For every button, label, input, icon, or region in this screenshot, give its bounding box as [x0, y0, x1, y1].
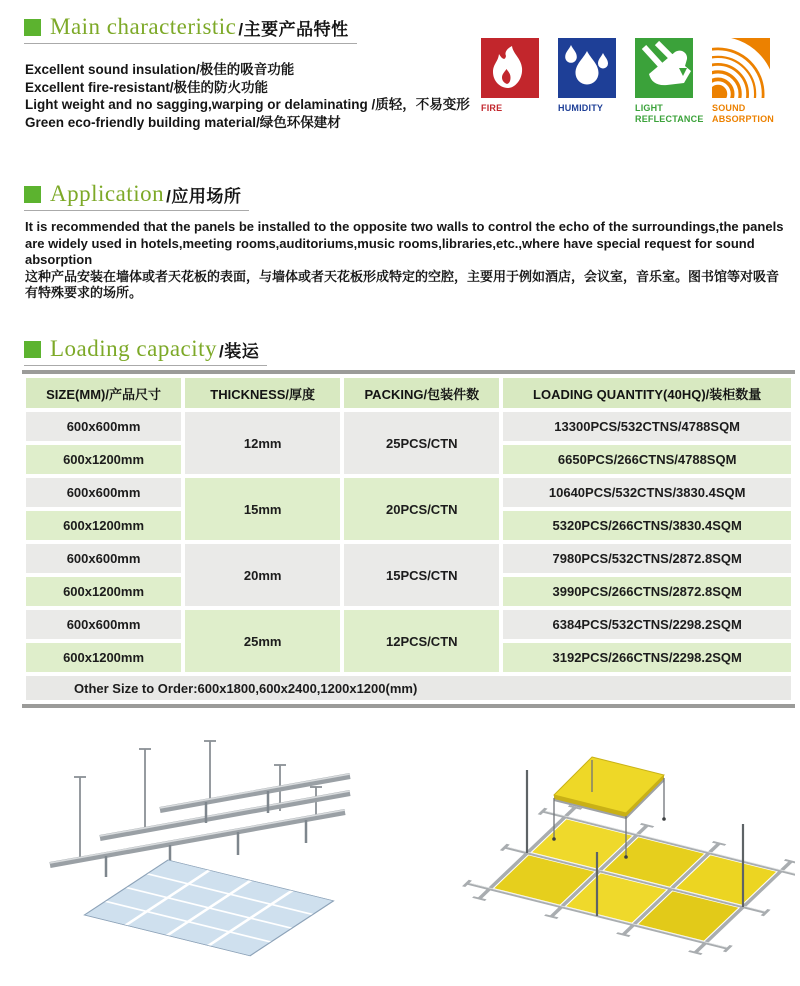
section-title-en: Main characteristic [50, 14, 237, 39]
section-title-en: Loading capacity [50, 336, 218, 361]
badge-label-line: FIRE [481, 103, 503, 113]
packing-cell: 20PCS/CTN [344, 478, 499, 540]
sound-waves-icon [712, 38, 770, 98]
size-cell: 600x600mm [26, 610, 181, 639]
table-footer-row [26, 676, 791, 700]
size-cell: 600x1200mm [26, 511, 181, 540]
loading-quantity-cell: 6650PCS/266CTNS/4788SQM [503, 445, 791, 474]
size-cell: 600x600mm [26, 478, 181, 507]
ceiling-panel-field [84, 860, 333, 956]
badge-light-reflectance [635, 38, 704, 124]
column-header: PACKING/包装件数 [344, 378, 499, 408]
packing-cell: 12PCS/CTN [344, 610, 499, 672]
table-header-row [26, 378, 791, 408]
loading-table-wrap [22, 370, 795, 708]
loading-quantity-cell: 3990PCS/266CTNS/2872.8SQM [503, 577, 791, 606]
size-cell: 600x600mm [26, 544, 181, 573]
suspended-ceiling-diagram [10, 735, 355, 985]
badge-label-line: SOUND [712, 103, 746, 113]
application-text-zh: 这种产品安装在墙体或者天花板的表面，与墙体或者天花板形成特定的空腔，主要用于例如酒店，会议室，音乐室。图书馆等对吸音有特殊要求的场所。 [25, 268, 780, 301]
column-header: THICKNESS/厚度 [185, 378, 340, 408]
feature-list [25, 61, 470, 131]
section-title-zh: /应用场所 [166, 186, 242, 206]
loading-quantity-cell: 7980PCS/532CTNS/2872.8SQM [503, 544, 791, 573]
badge-label [712, 103, 775, 124]
feature-item: Light weight and no sagging,warping or delaminating /质轻，不易变形 [25, 97, 470, 112]
packing-cell: 15PCS/CTN [344, 544, 499, 606]
badge-humidity [558, 38, 616, 124]
badge-label-line: HUMIDITY [558, 103, 604, 113]
badge-label-line: ABSORPTION [712, 113, 775, 124]
table-row [26, 544, 791, 573]
size-cell: 600x600mm [26, 412, 181, 441]
flame-icon [481, 38, 539, 98]
feature-item: Excellent sound insulation/极佳的吸音功能 [25, 62, 295, 77]
loading-quantity-cell: 3192PCS/266CTNS/2298.2SQM [503, 643, 791, 672]
light-reflectance-icon [635, 38, 693, 98]
feature-item: Excellent fire-resistant/极佳的防火功能 [25, 79, 269, 95]
water-drops-icon [558, 38, 616, 98]
section-title-zh: /装运 [219, 341, 260, 361]
carrier-rails [50, 774, 350, 865]
size-cell: 600x1200mm [26, 643, 181, 672]
thickness-cell: 25mm [185, 610, 340, 672]
size-cell: 600x1200mm [26, 445, 181, 474]
loading-table [22, 374, 795, 704]
feature-item: Green eco-friendly building material/绿色环保建材 [25, 114, 341, 130]
tgrid-panel-diagram [415, 732, 795, 984]
loading-quantity-cell: 13300PCS/532CTNS/4788SQM [503, 412, 791, 441]
size-cell: 600x1200mm [26, 577, 181, 606]
badge-label [635, 103, 704, 124]
application-paragraph [25, 219, 789, 302]
section-title-en: Application [50, 181, 165, 206]
badge-fire [481, 38, 539, 124]
table-bottom-bar [22, 704, 795, 708]
other-size-note: Other Size to Order:600x1800,600x2400,1200x1200(mm) [26, 676, 791, 700]
loading-quantity-cell: 5320PCS/266CTNS/3830.4SQM [503, 511, 791, 540]
section-title-zh: /主要产品特性 [238, 19, 349, 39]
table-row [26, 478, 791, 507]
badge-label-line: LIGHT [635, 103, 663, 113]
column-header: SIZE(MM)/产品尺寸 [26, 378, 181, 408]
application-text-en: It is recommended that the panels be installed to the opposite two walls to control the echo of the surroundings,the panels are widely used in hotels,meeting rooms,auditoriums,music rooms,libraries,etc.,where have special request for sound absorption [25, 219, 784, 268]
loading-quantity-cell: 6384PCS/532CTNS/2298.2SQM [503, 610, 791, 639]
thickness-cell: 15mm [185, 478, 340, 540]
green-square-bullet-icon [24, 341, 41, 358]
column-header: LOADING QUANTITY(40HQ)/装柜数量 [503, 378, 791, 408]
badge-sound-absorption [712, 38, 775, 124]
packing-cell: 25PCS/CTN [344, 412, 499, 474]
section-header-application [24, 181, 249, 211]
badge-label-line: REFLECTANCE [635, 113, 704, 124]
section-header-loading-capacity [24, 336, 267, 366]
property-badges [481, 38, 775, 124]
thickness-cell: 12mm [185, 412, 340, 474]
green-square-bullet-icon [24, 186, 41, 203]
table-row [26, 610, 791, 639]
green-square-bullet-icon [24, 19, 41, 36]
section-header-main-characteristic [24, 14, 357, 44]
badge-label [558, 103, 616, 114]
table-row [26, 412, 791, 441]
thickness-cell: 20mm [185, 544, 340, 606]
badge-label [481, 103, 539, 114]
loading-quantity-cell: 10640PCS/532CTNS/3830.4SQM [503, 478, 791, 507]
